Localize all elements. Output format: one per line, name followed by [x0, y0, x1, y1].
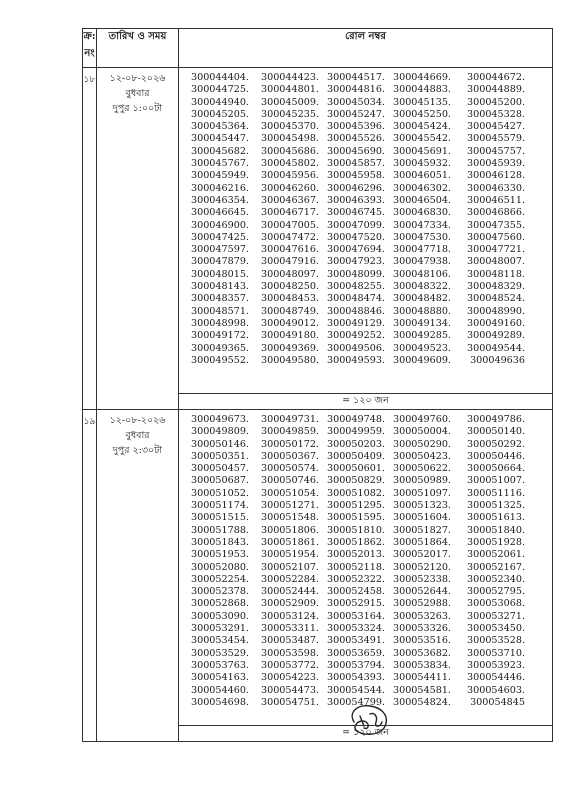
roll-number: 300052378. [191, 586, 249, 598]
roll-number: 300049809. [191, 426, 249, 438]
roll-number: 300051788. [191, 524, 249, 536]
roll-number: 300044883. [393, 84, 451, 96]
roll-number: 300051595. [327, 512, 385, 524]
roll-number: 300053491. [327, 635, 385, 647]
roll-number: 300045328. [467, 108, 525, 120]
roll-number: 300045690. [327, 145, 385, 157]
roll-number: 300045135. [393, 96, 451, 108]
roll-number: 300048329. [467, 281, 525, 293]
roll-number: 300052644. [393, 586, 451, 598]
roll-number: 300047694. [327, 244, 385, 256]
roll-number: 300045205. [191, 108, 249, 120]
roll-number: 300045939. [467, 158, 525, 170]
roll-number: 300046216. [191, 182, 249, 194]
roll-number: 300050004. [393, 426, 451, 438]
roll-grid [179, 72, 552, 367]
roll-number: 300046830. [393, 207, 451, 219]
roll-number: 300049012. [261, 317, 319, 329]
roll-number: 300047530. [393, 231, 451, 243]
roll-number: 300051954. [261, 549, 319, 561]
roll-number: 300047005. [261, 219, 319, 231]
roll-number: 300048015. [191, 268, 249, 280]
roll-number: 300047472. [261, 231, 319, 243]
roll-number: 300051843. [191, 536, 249, 548]
roll-number: 300054460. [191, 684, 249, 696]
total-count: = ১২০ জন [179, 726, 553, 742]
roll-number: 300052120. [393, 561, 451, 573]
roll-number: 300045932. [393, 158, 451, 170]
exam-date: ১২-০৮-২০২৬ [109, 415, 166, 426]
roll-number: 300049506. [327, 342, 385, 354]
roll-number: 300047923. [327, 256, 385, 268]
roll-number: 300046745. [327, 207, 385, 219]
roll-number: 300049180. [261, 330, 319, 342]
roll-number: 300046128. [467, 170, 525, 182]
roll-number: 300049365. [191, 342, 249, 354]
roll-number: 300053164. [327, 610, 385, 622]
roll-number: 300054223. [261, 672, 319, 684]
roll-number: 300044404. [191, 72, 249, 83]
roll-number: 300051116. [467, 487, 525, 499]
roll-number: 300051174. [191, 500, 249, 512]
roll-number: 300048007. [467, 256, 525, 268]
roll-number: 300053834. [393, 659, 451, 671]
roll-number: 300045956. [261, 170, 319, 182]
roll-number: 300052017. [393, 549, 451, 561]
roll-number: 300052915. [327, 598, 385, 610]
roll-number: 300049609. [393, 354, 451, 366]
roll-number: 300049748. [327, 414, 385, 425]
roll-number: 300049523. [393, 342, 451, 354]
roll-numbers-cell [179, 410, 553, 726]
roll-number: 300050446. [467, 450, 525, 462]
total-count: = ১২০ জন [179, 394, 553, 410]
roll-number: 300044423. [261, 72, 319, 83]
roll-number: 300046645. [191, 207, 249, 219]
roll-number: 300045364. [191, 121, 249, 133]
roll-number: 300052868. [191, 598, 249, 610]
roll-number: 300048118. [467, 268, 525, 280]
roll-number: 300051515. [191, 512, 249, 524]
roll-number: 300045200. [467, 96, 525, 108]
serial-cell: ১৮ [83, 68, 97, 410]
roll-number: 300054603. [467, 684, 525, 696]
roll-number: 300052988. [393, 598, 451, 610]
roll-number: 300053263. [393, 610, 451, 622]
roll-number: 300048143. [191, 281, 249, 293]
roll-number: 300053794. [327, 659, 385, 671]
datetime-cell [97, 410, 179, 742]
roll-number: 300046330. [467, 182, 525, 194]
roll-number: 300045682. [191, 145, 249, 157]
roll-number: 300048322. [393, 281, 451, 293]
roll-number: 300050292. [467, 438, 525, 450]
roll-number: 300052284. [261, 573, 319, 585]
roll-number: 300044517. [327, 72, 385, 83]
roll-number: 300051810. [327, 524, 385, 536]
exam-time: দুপুর ২:৩০টা [112, 445, 163, 456]
roll-number: 300049134. [393, 317, 451, 329]
roll-number: 300052444. [261, 586, 319, 598]
roll-number: 300053529. [191, 647, 249, 659]
roll-number: 300048571. [191, 305, 249, 317]
roll-number: 300044889. [467, 84, 525, 96]
roll-number: 300053311. [261, 623, 319, 635]
roll-number: 300051323. [393, 500, 451, 512]
roll-number: 300051325. [467, 500, 525, 512]
roll-number: 300049129. [327, 317, 385, 329]
roll-number: 300045526. [327, 133, 385, 145]
roll-number: 300047334. [393, 219, 451, 231]
roll-number: 300048990. [467, 305, 525, 317]
roll-number: 300048250. [261, 281, 319, 293]
exam-date: ১২-০৮-২০২৬ [109, 73, 166, 84]
roll-number: 300053710. [467, 647, 525, 659]
roll-number: 300050746. [261, 475, 319, 487]
roll-number: 300051604. [393, 512, 451, 524]
datetime-header: তারিখ ও সময় [97, 29, 179, 68]
roll-number: 300052340. [467, 573, 525, 585]
roll-number: 300049289. [467, 330, 525, 342]
roll-number: 300045009. [261, 96, 319, 108]
roll-number: 300051295. [327, 500, 385, 512]
roll-header: রোল নম্বর [179, 29, 553, 68]
roll-number: 300049544. [467, 342, 525, 354]
roll-number: 300050140. [467, 426, 525, 438]
roll-number: 300044940. [191, 96, 249, 108]
roll-number: 300045427. [467, 121, 525, 133]
roll-number: 300050457. [191, 463, 249, 475]
schedule-row [83, 68, 553, 394]
roll-number: 300049859. [261, 426, 319, 438]
roll-number: 300052107. [261, 561, 319, 573]
roll-number: 300045691. [393, 145, 451, 157]
roll-number: 300049673. [191, 414, 249, 425]
roll-number: 300050290. [393, 438, 451, 450]
roll-number: 300050203. [327, 438, 385, 450]
roll-number: 300045802. [261, 158, 319, 170]
roll-number: 300045542. [393, 133, 451, 145]
roll-number: 300046367. [261, 194, 319, 206]
roll-number: 300052254. [191, 573, 249, 585]
roll-number: 300048357. [191, 293, 249, 305]
roll-number: 300048998. [191, 317, 249, 329]
roll-number: 300046866. [467, 207, 525, 219]
roll-number: 300052080. [191, 561, 249, 573]
roll-number: 300048106. [393, 268, 451, 280]
roll-number: 300053124. [261, 610, 319, 622]
roll-numbers-cell [179, 68, 553, 394]
roll-number: 300049959. [327, 426, 385, 438]
roll-number: 300051806. [261, 524, 319, 536]
roll-number: 300046354. [191, 194, 249, 206]
roll-number: 300054544. [327, 684, 385, 696]
roll-number: 300051861. [261, 536, 319, 548]
serial-header: ক্র: নং [83, 29, 97, 68]
roll-number: 300047597. [191, 244, 249, 256]
roll-number: 300046260. [261, 182, 319, 194]
roll-number: 300051548. [261, 512, 319, 524]
roll-number: 300050423. [393, 450, 451, 462]
roll-number: 300044801. [261, 84, 319, 96]
roll-number: 300047560. [467, 231, 525, 243]
roll-number: 300053516. [393, 635, 451, 647]
roll-number: 300048474. [327, 293, 385, 305]
roll-number: 300046393. [327, 194, 385, 206]
roll-number: 300046051. [393, 170, 451, 182]
roll-number: 300047916. [261, 256, 319, 268]
roll-number: 300051864. [393, 536, 451, 548]
roll-number: 300052458. [327, 586, 385, 598]
roll-number: 300053598. [261, 647, 319, 659]
roll-number: 300053450. [467, 623, 525, 635]
roll-number: 300045370. [261, 121, 319, 133]
roll-number: 300052013. [327, 549, 385, 561]
roll-number: 300045235. [261, 108, 319, 120]
table-header-row [83, 29, 553, 68]
roll-number: 300050829. [327, 475, 385, 487]
roll-number: 300053528. [467, 635, 525, 647]
roll-number: 300048846. [327, 305, 385, 317]
roll-number: 300049252. [327, 330, 385, 342]
roll-number: 300053659. [327, 647, 385, 659]
roll-number: 300053326. [393, 623, 451, 635]
roll-schedule-table [82, 28, 553, 742]
roll-number: 300052909. [261, 598, 319, 610]
roll-number: 300052338. [393, 573, 451, 585]
roll-number: 300054163. [191, 672, 249, 684]
roll-number: 300054393. [327, 672, 385, 684]
roll-number: 300054581. [393, 684, 451, 696]
roll-number: 300045958. [327, 170, 385, 182]
roll-number: 300046296. [327, 182, 385, 194]
roll-number: 300053923. [467, 659, 525, 671]
roll-number: 300046504. [393, 194, 451, 206]
roll-number: 300051928. [467, 536, 525, 548]
signature-image [340, 700, 400, 740]
roll-number: 300051862. [327, 536, 385, 548]
roll-number: 300052322. [327, 573, 385, 585]
serial-cell: ১৯ [83, 410, 97, 742]
roll-number: 300044669. [393, 72, 451, 83]
roll-number: 300045949. [191, 170, 249, 182]
roll-number: 300046302. [393, 182, 451, 194]
roll-number: 300051082. [327, 487, 385, 499]
roll-number: 300051613. [467, 512, 525, 524]
roll-number: 300050409. [327, 450, 385, 462]
roll-number: 300047721. [467, 244, 525, 256]
roll-number: 300050664. [467, 463, 525, 475]
roll-number: 300051007. [467, 475, 525, 487]
roll-number: 300049160. [467, 317, 525, 329]
roll-number: 300053682. [393, 647, 451, 659]
roll-number: 300045767. [191, 158, 249, 170]
roll-number: 300051097. [393, 487, 451, 499]
roll-number: 300047355. [467, 219, 525, 231]
roll-number: 300049593. [327, 354, 385, 366]
roll-number: 300050146. [191, 438, 249, 450]
roll-number: 300045034. [327, 96, 385, 108]
roll-number: 300048482. [393, 293, 451, 305]
roll-number: 300047616. [261, 244, 319, 256]
roll-number: 300054446. [467, 672, 525, 684]
roll-number: 300054824. [393, 696, 451, 708]
roll-number: 300048255. [327, 281, 385, 293]
roll-number: 300050574. [261, 463, 319, 475]
exam-day: বুধবার [125, 88, 150, 99]
roll-number: 300045247. [327, 108, 385, 120]
roll-grid [179, 414, 552, 709]
roll-number: 300044816. [327, 84, 385, 96]
roll-number: 300054411. [393, 672, 451, 684]
roll-number: 300049552. [191, 354, 249, 366]
roll-number: 300049636 [470, 354, 525, 366]
roll-number: 300053291. [191, 623, 249, 635]
roll-number: 300047520. [327, 231, 385, 243]
roll-number: 300050687. [191, 475, 249, 487]
roll-number: 300049580. [261, 354, 319, 366]
exam-time: দুপুর ১:০০টা [112, 103, 163, 114]
roll-number: 300053487. [261, 635, 319, 647]
roll-number: 300045579. [467, 133, 525, 145]
roll-number: 300054799. [327, 696, 385, 708]
roll-number: 300053324. [327, 623, 385, 635]
roll-number: 300050989. [393, 475, 451, 487]
roll-number: 300049760. [393, 414, 451, 425]
roll-number: 300047099. [327, 219, 385, 231]
roll-number: 300044725. [191, 84, 249, 96]
roll-number: 300046717. [261, 207, 319, 219]
roll-number: 300050351. [191, 450, 249, 462]
roll-number: 300046900. [191, 219, 249, 231]
roll-number: 300054751. [261, 696, 319, 708]
roll-number: 300045424. [393, 121, 451, 133]
roll-number: 300054473. [261, 684, 319, 696]
roll-number: 300045857. [327, 158, 385, 170]
roll-number: 300045447. [191, 133, 249, 145]
roll-number: 300050622. [393, 463, 451, 475]
roll-number: 300048097. [261, 268, 319, 280]
roll-number: 300053454. [191, 635, 249, 647]
roll-number: 300045757. [467, 145, 525, 157]
roll-number: 300051953. [191, 549, 249, 561]
roll-number: 300053271. [467, 610, 525, 622]
roll-number: 300045396. [327, 121, 385, 133]
roll-number: 300051271. [261, 500, 319, 512]
roll-number: 300052167. [467, 561, 525, 573]
roll-number: 300051052. [191, 487, 249, 499]
roll-number: 300049731. [261, 414, 319, 425]
roll-number: 300048524. [467, 293, 525, 305]
roll-number: 300051827. [393, 524, 451, 536]
roll-number: 300051054. [261, 487, 319, 499]
roll-number: 300048453. [261, 293, 319, 305]
roll-number: 300053772. [261, 659, 319, 671]
roll-number: 300049786. [467, 414, 525, 425]
roll-number: 300047938. [393, 256, 451, 268]
roll-number: 300049172. [191, 330, 249, 342]
roll-number: 300048880. [393, 305, 451, 317]
roll-number: 300053068. [467, 598, 525, 610]
roll-number: 300048099. [327, 268, 385, 280]
roll-number: 300044672. [467, 72, 525, 83]
roll-number: 300047879. [191, 256, 249, 268]
roll-number: 300050172. [261, 438, 319, 450]
roll-number: 300053090. [191, 610, 249, 622]
schedule-row [83, 410, 553, 726]
roll-number: 300045498. [261, 133, 319, 145]
roll-number: 300045250. [393, 108, 451, 120]
roll-number: 300050367. [261, 450, 319, 462]
roll-number: 300054845 [470, 696, 525, 708]
roll-number: 300054698. [191, 696, 249, 708]
roll-number: 300049369. [261, 342, 319, 354]
exam-day: বুধবার [125, 430, 150, 441]
roll-number: 300048749. [261, 305, 319, 317]
roll-number: 300047718. [393, 244, 451, 256]
roll-number: 300052118. [327, 561, 385, 573]
roll-number: 300050601. [327, 463, 385, 475]
datetime-cell [97, 68, 179, 410]
roll-number: 300053763. [191, 659, 249, 671]
roll-number: 300047425. [191, 231, 249, 243]
roll-number: 300049285. [393, 330, 451, 342]
roll-number: 300051840. [467, 524, 525, 536]
roll-number: 300052795. [467, 586, 525, 598]
roll-number: 300052061. [467, 549, 525, 561]
roll-number: 300046511. [467, 194, 525, 206]
roll-number: 300045686. [261, 145, 319, 157]
